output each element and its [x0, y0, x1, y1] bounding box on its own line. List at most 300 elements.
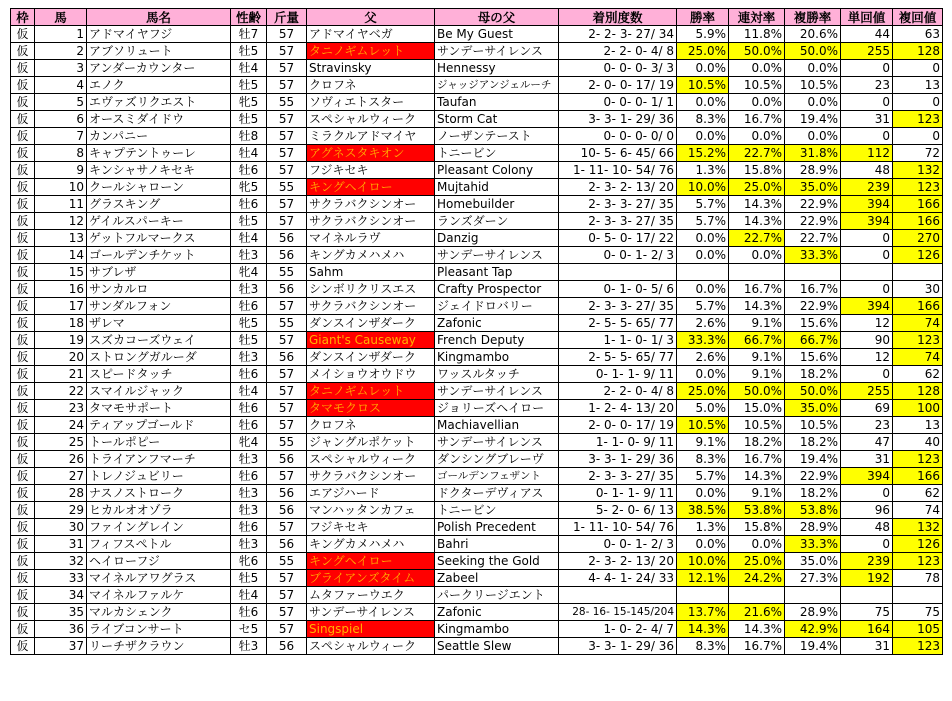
cell-finish-record: 0- 0- 1- 2/ 3 — [559, 247, 677, 264]
cell-sire: キングカメハメハ — [307, 247, 435, 264]
cell-uma: 7 — [35, 128, 87, 145]
cell-broodmare-sire: ダンシングブレーヴ — [435, 451, 559, 468]
cell-show-rate: 28.9% — [785, 519, 841, 536]
cell-horse-name: ヒカルオオゾラ — [87, 502, 231, 519]
cell-win-rate: 14.3% — [677, 621, 729, 638]
cell-weight: 57 — [267, 298, 307, 315]
cell-broodmare-sire: ドクターデヴィアス — [435, 485, 559, 502]
cell-sex-age: 牡4 — [231, 383, 267, 400]
cell-sire: キングカメハメハ — [307, 536, 435, 553]
cell-sire: フジキセキ — [307, 519, 435, 536]
cell-sire: Stravinsky — [307, 60, 435, 77]
cell-show-rate: 33.3% — [785, 247, 841, 264]
cell-uma: 17 — [35, 298, 87, 315]
cell-show-rate: 50.0% — [785, 383, 841, 400]
cell-show-return: 30 — [893, 281, 943, 298]
cell-waku: 仮 — [11, 536, 35, 553]
cell-horse-name: エヴァズリクエスト — [87, 94, 231, 111]
cell-sire: Singspiel — [307, 621, 435, 638]
cell-quinella-rate: 0.0% — [729, 128, 785, 145]
cell-finish-record: 28- 16- 15-145/204 — [559, 604, 677, 621]
cell-finish-record: 0- 1- 0- 5/ 6 — [559, 281, 677, 298]
cell-show-return: 270 — [893, 230, 943, 247]
cell-uma: 20 — [35, 349, 87, 366]
cell-win-rate: 15.2% — [677, 145, 729, 162]
cell-waku: 仮 — [11, 400, 35, 417]
cell-quinella-rate: 18.2% — [729, 434, 785, 451]
cell-sire: フジキセキ — [307, 162, 435, 179]
cell-sex-age: 牡4 — [231, 145, 267, 162]
cell-broodmare-sire: ワッスルタッチ — [435, 366, 559, 383]
cell-quinella-rate: 9.1% — [729, 349, 785, 366]
cell-win-return: 12 — [841, 349, 893, 366]
cell-win-return: 0 — [841, 485, 893, 502]
cell-uma: 19 — [35, 332, 87, 349]
cell-finish-record: 0- 0- 0- 0/ 0 — [559, 128, 677, 145]
cell-finish-record: 2- 5- 5- 65/ 77 — [559, 315, 677, 332]
cell-sire: サクラバクシンオー — [307, 468, 435, 485]
cell-win-return — [841, 587, 893, 604]
cell-win-rate: 2.6% — [677, 315, 729, 332]
cell-sire: アドマイヤベガ — [307, 26, 435, 43]
cell-finish-record: 0- 1- 1- 9/ 11 — [559, 485, 677, 502]
cell-sex-age: 牡4 — [231, 60, 267, 77]
cell-waku: 仮 — [11, 230, 35, 247]
cell-win-return — [841, 264, 893, 281]
cell-weight: 56 — [267, 451, 307, 468]
cell-finish-record: 3- 3- 1- 29/ 36 — [559, 111, 677, 128]
cell-sex-age: 牡6 — [231, 604, 267, 621]
cell-show-return: 123 — [893, 179, 943, 196]
cell-uma: 21 — [35, 366, 87, 383]
cell-show-return: 63 — [893, 26, 943, 43]
cell-sire: ソヴィエトスター — [307, 94, 435, 111]
cell-uma: 37 — [35, 638, 87, 655]
cell-horse-name: ナスノストローク — [87, 485, 231, 502]
cell-sex-age: 牡6 — [231, 417, 267, 434]
cell-win-rate: 0.0% — [677, 230, 729, 247]
cell-uma: 30 — [35, 519, 87, 536]
cell-sire: キングヘイロー — [307, 553, 435, 570]
cell-sex-age: 牡3 — [231, 451, 267, 468]
cell-sire: Sahm — [307, 264, 435, 281]
cell-show-rate: 35.0% — [785, 400, 841, 417]
cell-sex-age: 牝5 — [231, 179, 267, 196]
cell-finish-record: 2- 3- 2- 13/ 20 — [559, 179, 677, 196]
cell-win-rate: 0.0% — [677, 366, 729, 383]
cell-win-return: 47 — [841, 434, 893, 451]
cell-quinella-rate — [729, 587, 785, 604]
cell-horse-name: キンシャサノキセキ — [87, 162, 231, 179]
cell-win-return: 394 — [841, 298, 893, 315]
cell-waku: 仮 — [11, 553, 35, 570]
cell-win-return: 12 — [841, 315, 893, 332]
cell-quinella-rate: 66.7% — [729, 332, 785, 349]
table-row — [11, 264, 943, 281]
table-row — [11, 519, 943, 536]
cell-show-rate: 10.5% — [785, 417, 841, 434]
table-row — [11, 485, 943, 502]
header-finish-record: 着別度数 — [559, 9, 677, 26]
cell-sex-age: 牝5 — [231, 315, 267, 332]
cell-quinella-rate: 0.0% — [729, 60, 785, 77]
cell-win-rate: 8.3% — [677, 111, 729, 128]
table-row — [11, 77, 943, 94]
cell-broodmare-sire: ランズダーン — [435, 213, 559, 230]
cell-finish-record: 10- 5- 6- 45/ 66 — [559, 145, 677, 162]
cell-win-return: 255 — [841, 383, 893, 400]
cell-broodmare-sire: Homebuilder — [435, 196, 559, 213]
cell-broodmare-sire: Storm Cat — [435, 111, 559, 128]
cell-win-rate: 5.7% — [677, 298, 729, 315]
cell-sire: マンハッタンカフェ — [307, 502, 435, 519]
cell-waku: 仮 — [11, 26, 35, 43]
cell-horse-name: タマモサポート — [87, 400, 231, 417]
cell-weight: 56 — [267, 638, 307, 655]
cell-win-rate — [677, 264, 729, 281]
cell-uma: 33 — [35, 570, 87, 587]
cell-finish-record: 2- 2- 3- 27/ 34 — [559, 26, 677, 43]
cell-horse-name: ティアップゴールド — [87, 417, 231, 434]
cell-weight: 57 — [267, 26, 307, 43]
cell-show-rate: 66.7% — [785, 332, 841, 349]
cell-win-rate: 9.1% — [677, 434, 729, 451]
cell-horse-name: マイネルアワグラス — [87, 570, 231, 587]
cell-finish-record: 3- 3- 1- 29/ 36 — [559, 638, 677, 655]
table-row — [11, 26, 943, 43]
cell-horse-name: ストロングガルーダ — [87, 349, 231, 366]
cell-show-return: 13 — [893, 77, 943, 94]
cell-waku: 仮 — [11, 264, 35, 281]
cell-finish-record: 3- 3- 1- 29/ 36 — [559, 451, 677, 468]
cell-sex-age: 牡5 — [231, 213, 267, 230]
cell-sire: スペシャルウィーク — [307, 451, 435, 468]
cell-win-return: 394 — [841, 468, 893, 485]
cell-waku: 仮 — [11, 247, 35, 264]
table-row — [11, 179, 943, 196]
cell-broodmare-sire: ノーザンテースト — [435, 128, 559, 145]
cell-uma: 34 — [35, 587, 87, 604]
cell-show-return: 166 — [893, 196, 943, 213]
cell-sire: Giant's Causeway — [307, 332, 435, 349]
cell-win-rate: 5.9% — [677, 26, 729, 43]
cell-uma: 16 — [35, 281, 87, 298]
table-row — [11, 638, 943, 655]
cell-quinella-rate: 10.5% — [729, 77, 785, 94]
cell-broodmare-sire: Mujtahid — [435, 179, 559, 196]
cell-broodmare-sire: トニービン — [435, 502, 559, 519]
cell-finish-record: 1- 2- 4- 13/ 20 — [559, 400, 677, 417]
cell-sire: タマモクロス — [307, 400, 435, 417]
cell-show-rate: 53.8% — [785, 502, 841, 519]
cell-quinella-rate: 24.2% — [729, 570, 785, 587]
cell-win-return: 394 — [841, 196, 893, 213]
cell-win-return: 255 — [841, 43, 893, 60]
cell-show-rate: 19.4% — [785, 451, 841, 468]
cell-show-return: 128 — [893, 383, 943, 400]
cell-show-rate: 35.0% — [785, 553, 841, 570]
cell-quinella-rate: 14.3% — [729, 468, 785, 485]
cell-show-rate: 0.0% — [785, 94, 841, 111]
cell-horse-name: オースミダイドウ — [87, 111, 231, 128]
cell-horse-name: スズカコーズウェイ — [87, 332, 231, 349]
cell-sex-age: 牡6 — [231, 468, 267, 485]
cell-finish-record: 2- 3- 3- 27/ 35 — [559, 298, 677, 315]
cell-show-rate: 33.3% — [785, 536, 841, 553]
cell-win-rate: 0.0% — [677, 485, 729, 502]
table-row — [11, 621, 943, 638]
cell-horse-name: アンダーカウンター — [87, 60, 231, 77]
cell-win-rate: 0.0% — [677, 60, 729, 77]
cell-broodmare-sire: Pleasant Colony — [435, 162, 559, 179]
cell-finish-record: 0- 0- 0- 3/ 3 — [559, 60, 677, 77]
cell-weight: 55 — [267, 315, 307, 332]
cell-uma: 18 — [35, 315, 87, 332]
cell-show-return: 128 — [893, 43, 943, 60]
cell-horse-name: トライアンフマーチ — [87, 451, 231, 468]
cell-show-rate: 18.2% — [785, 434, 841, 451]
cell-sex-age: 牡8 — [231, 128, 267, 145]
cell-waku: 仮 — [11, 383, 35, 400]
cell-uma: 10 — [35, 179, 87, 196]
cell-broodmare-sire: Taufan — [435, 94, 559, 111]
table-row — [11, 281, 943, 298]
cell-finish-record: 5- 2- 0- 6/ 13 — [559, 502, 677, 519]
cell-show-rate: 22.9% — [785, 213, 841, 230]
cell-waku: 仮 — [11, 213, 35, 230]
cell-waku: 仮 — [11, 434, 35, 451]
table-row — [11, 434, 943, 451]
cell-broodmare-sire: Danzig — [435, 230, 559, 247]
cell-sire: アグネスタキオン — [307, 145, 435, 162]
cell-win-rate: 0.0% — [677, 281, 729, 298]
cell-show-rate: 0.0% — [785, 128, 841, 145]
cell-show-return: 74 — [893, 315, 943, 332]
header-uma: 馬 — [35, 9, 87, 26]
cell-show-rate: 20.6% — [785, 26, 841, 43]
cell-show-rate: 19.4% — [785, 638, 841, 655]
cell-horse-name: サンダルフォン — [87, 298, 231, 315]
cell-waku: 仮 — [11, 281, 35, 298]
cell-win-rate: 5.7% — [677, 213, 729, 230]
cell-sire: ミラクルアドマイヤ — [307, 128, 435, 145]
cell-show-rate: 18.2% — [785, 485, 841, 502]
cell-sex-age: 牡5 — [231, 570, 267, 587]
cell-weight: 57 — [267, 570, 307, 587]
cell-weight: 57 — [267, 213, 307, 230]
table-row — [11, 43, 943, 60]
cell-finish-record: 1- 0- 2- 4/ 7 — [559, 621, 677, 638]
cell-win-return: 192 — [841, 570, 893, 587]
cell-horse-name: マイネルファルケ — [87, 587, 231, 604]
cell-weight: 55 — [267, 94, 307, 111]
cell-weight: 55 — [267, 179, 307, 196]
cell-sire: サクラバクシンオー — [307, 298, 435, 315]
cell-waku: 仮 — [11, 485, 35, 502]
cell-show-rate: 19.4% — [785, 111, 841, 128]
cell-broodmare-sire: Hennessy — [435, 60, 559, 77]
table-row — [11, 332, 943, 349]
cell-quinella-rate: 14.3% — [729, 213, 785, 230]
cell-sex-age: 牡6 — [231, 196, 267, 213]
cell-finish-record: 4- 4- 1- 24/ 33 — [559, 570, 677, 587]
cell-win-return: 0 — [841, 366, 893, 383]
cell-sex-age: 牡4 — [231, 230, 267, 247]
cell-show-return: 62 — [893, 366, 943, 383]
cell-win-return: 69 — [841, 400, 893, 417]
cell-sire: クロフネ — [307, 417, 435, 434]
cell-broodmare-sire: サンデーサイレンス — [435, 434, 559, 451]
cell-win-rate: 0.0% — [677, 94, 729, 111]
cell-show-return: 123 — [893, 553, 943, 570]
cell-broodmare-sire: Pleasant Tap — [435, 264, 559, 281]
header-show-rate: 複勝率 — [785, 9, 841, 26]
cell-weight: 57 — [267, 621, 307, 638]
table-row — [11, 468, 943, 485]
cell-horse-name: スピードタッチ — [87, 366, 231, 383]
cell-win-rate: 0.0% — [677, 128, 729, 145]
table-row — [11, 502, 943, 519]
cell-horse-name: ライブコンサート — [87, 621, 231, 638]
cell-win-rate: 10.5% — [677, 77, 729, 94]
cell-sire: ダンスインザダーク — [307, 349, 435, 366]
cell-horse-name: サブレザ — [87, 264, 231, 281]
cell-waku: 仮 — [11, 468, 35, 485]
cell-horse-name: エノク — [87, 77, 231, 94]
cell-broodmare-sire: トニービン — [435, 145, 559, 162]
table-row — [11, 536, 943, 553]
cell-sire: マイネルラヴ — [307, 230, 435, 247]
cell-uma: 36 — [35, 621, 87, 638]
cell-horse-name: クールシャローン — [87, 179, 231, 196]
cell-quinella-rate: 10.5% — [729, 417, 785, 434]
cell-broodmare-sire: サンデーサイレンス — [435, 383, 559, 400]
cell-show-return: 13 — [893, 417, 943, 434]
cell-sex-age: 牝6 — [231, 553, 267, 570]
cell-show-rate: 16.7% — [785, 281, 841, 298]
cell-finish-record: 1- 1- 0- 1/ 3 — [559, 332, 677, 349]
cell-show-return: 74 — [893, 502, 943, 519]
table-row — [11, 400, 943, 417]
cell-horse-name: スマイルジャック — [87, 383, 231, 400]
cell-quinella-rate: 15.0% — [729, 400, 785, 417]
cell-weight: 57 — [267, 417, 307, 434]
cell-sex-age: 牡5 — [231, 77, 267, 94]
cell-sex-age: 牝4 — [231, 434, 267, 451]
cell-win-rate: 33.3% — [677, 332, 729, 349]
cell-broodmare-sire: Kingmambo — [435, 621, 559, 638]
cell-horse-name: アドマイヤフジ — [87, 26, 231, 43]
cell-win-return: 394 — [841, 213, 893, 230]
cell-waku: 仮 — [11, 451, 35, 468]
cell-show-rate: 31.8% — [785, 145, 841, 162]
cell-win-return: 0 — [841, 247, 893, 264]
cell-win-rate: 25.0% — [677, 383, 729, 400]
cell-win-rate: 5.0% — [677, 400, 729, 417]
cell-finish-record: 2- 3- 3- 27/ 35 — [559, 213, 677, 230]
table-row — [11, 604, 943, 621]
cell-win-rate: 12.1% — [677, 570, 729, 587]
cell-sire: タニノギムレット — [307, 43, 435, 60]
horse-stats-table — [10, 8, 943, 655]
cell-win-rate: 1.3% — [677, 519, 729, 536]
cell-horse-name: ゲイルスパーキー — [87, 213, 231, 230]
cell-show-return: 126 — [893, 247, 943, 264]
cell-sex-age: 牡3 — [231, 281, 267, 298]
cell-win-rate: 38.5% — [677, 502, 729, 519]
cell-waku: 仮 — [11, 111, 35, 128]
cell-quinella-rate: 53.8% — [729, 502, 785, 519]
cell-uma: 23 — [35, 400, 87, 417]
cell-win-return: 0 — [841, 60, 893, 77]
cell-win-rate: 5.7% — [677, 468, 729, 485]
cell-quinella-rate: 22.7% — [729, 230, 785, 247]
cell-weight: 55 — [267, 434, 307, 451]
cell-weight: 57 — [267, 60, 307, 77]
cell-sex-age: 牡6 — [231, 400, 267, 417]
cell-broodmare-sire: ジョリーズヘイロー — [435, 400, 559, 417]
header-broodmare-sire: 母の父 — [435, 9, 559, 26]
cell-quinella-rate: 21.6% — [729, 604, 785, 621]
cell-sire: キングヘイロー — [307, 179, 435, 196]
cell-horse-name: グラスキング — [87, 196, 231, 213]
cell-show-rate: 50.0% — [785, 43, 841, 60]
cell-sex-age: 牡3 — [231, 485, 267, 502]
cell-win-rate: 5.7% — [677, 196, 729, 213]
cell-win-rate: 1.3% — [677, 162, 729, 179]
cell-show-rate — [785, 587, 841, 604]
table-row — [11, 128, 943, 145]
cell-broodmare-sire: ジャッジアンジェルーチ — [435, 77, 559, 94]
cell-sire: エアジハード — [307, 485, 435, 502]
cell-sex-age: 牡6 — [231, 162, 267, 179]
cell-weight: 56 — [267, 485, 307, 502]
table-row — [11, 213, 943, 230]
cell-uma: 31 — [35, 536, 87, 553]
cell-sex-age: 牡6 — [231, 519, 267, 536]
cell-waku: 仮 — [11, 94, 35, 111]
cell-win-return: 31 — [841, 451, 893, 468]
cell-sex-age: 牡3 — [231, 638, 267, 655]
cell-quinella-rate: 50.0% — [729, 383, 785, 400]
cell-broodmare-sire: Crafty Prospector — [435, 281, 559, 298]
cell-quinella-rate: 0.0% — [729, 94, 785, 111]
cell-win-return: 31 — [841, 111, 893, 128]
header-win-rate: 勝率 — [677, 9, 729, 26]
cell-show-rate: 18.2% — [785, 366, 841, 383]
cell-weight: 57 — [267, 332, 307, 349]
cell-sex-age: 牡3 — [231, 502, 267, 519]
cell-uma: 1 — [35, 26, 87, 43]
cell-quinella-rate: 16.7% — [729, 451, 785, 468]
cell-sire: スペシャルウィーク — [307, 111, 435, 128]
cell-waku: 仮 — [11, 179, 35, 196]
header-win-return: 単回値 — [841, 9, 893, 26]
cell-horse-name: キャプテントゥーレ — [87, 145, 231, 162]
cell-weight: 57 — [267, 400, 307, 417]
cell-waku: 仮 — [11, 366, 35, 383]
cell-horse-name: ヘイローフジ — [87, 553, 231, 570]
cell-broodmare-sire: Zabeel — [435, 570, 559, 587]
cell-broodmare-sire: Bahri — [435, 536, 559, 553]
cell-uma: 9 — [35, 162, 87, 179]
cell-win-return: 112 — [841, 145, 893, 162]
cell-broodmare-sire: Seeking the Gold — [435, 553, 559, 570]
header-horse-name: 馬名 — [87, 9, 231, 26]
cell-weight: 57 — [267, 128, 307, 145]
cell-show-return — [893, 264, 943, 281]
cell-win-rate: 13.7% — [677, 604, 729, 621]
